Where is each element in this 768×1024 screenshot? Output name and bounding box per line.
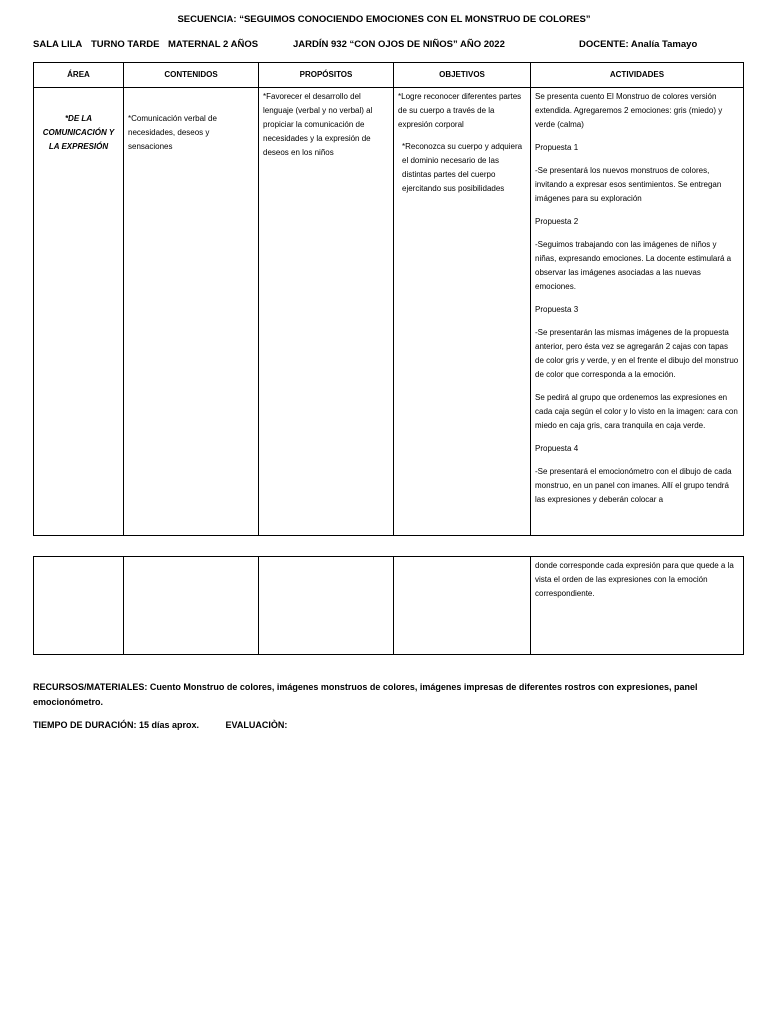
propuesta-4-title: Propuesta 4 [535,444,579,453]
propuesta-1-title: Propuesta 1 [535,143,579,152]
propuesta-3-text-2: Se pedirá al grupo que ordenemos las expresiones en cada caja según el color y lo visto en la imagen: cara con miedo en caja gris, cara tranquila en caja verde. [535,393,738,430]
planning-table-continued [33,556,744,655]
area-cell: *DE LA COMUNICACIÓN Y LA EXPRESIÓN [34,88,124,536]
planning-table [33,62,744,536]
propuesta-3-title: Propuesta 3 [535,305,579,314]
jardin-label: JARDÍN 932 “CON OJOS DE NIÑOS” AÑO 2022 [293,39,505,50]
document-title: SECUENCIA: “SEGUIMOS CONOCIENDO EMOCIONES CON EL MONSTRUO DE COLORES” [177,14,591,25]
duration-text: TIEMPO DE DURACIÓN: 15 días aprox. [33,720,200,730]
actividad-intro: Se presenta cuento El Monstruo de colores versión extendida. Agregaremos 2 emociones: gris (miedo) y verde (calma) [535,92,723,129]
duration-line [33,718,733,733]
propositos-cell: *Favorecer el desarrollo del lenguaje (verbal y no verbal) al propiciar la comunicación de necesidades y la expresión de deseos en los niños [259,88,394,536]
sala-label: SALA LILA [33,39,83,50]
objetivo-2: *Reconozca su cuerpo y adquiera el dominio necesario de las distintas partes del cuerpo ejercitando sus posibilidades [402,142,523,193]
empty-cell [124,557,259,655]
propuesta-2-title: Propuesta 2 [535,217,579,226]
column-header-propositos: PROPÓSITOS [259,63,394,88]
actividades-continued-cell: donde corresponde cada expresión para que quede a la vista el orden de las expresiones con la emoción correspondiente. [531,557,744,655]
column-header-objetivos: OBJETIVOS [394,63,531,88]
propuesta-2-text: -Seguimos trabajando con las imágenes de niños y niñas, expresando emociones. La docente estimulará a observar las imágenes asociadas a las nuevas emociones. [535,240,732,291]
column-header-actividades: ACTIVIDADES [531,63,744,88]
table-row [34,88,744,536]
objetivos-cell [394,88,531,536]
empty-cell [394,557,531,655]
empty-cell [34,557,124,655]
column-header-area: ÁREA [34,63,124,88]
maternal-label: MATERNAL 2 AÑOS [168,39,259,50]
objetivo-1: *Logre reconocer diferentes partes de su cuerpo a través de la expresión corporal [398,92,522,129]
contenidos-cell [124,88,259,536]
table-header-row [34,63,744,88]
propuesta-4-text: -Se presentará el emocionómetro con el dibujo de cada monstruo, en un panel con imanes. Allí el grupo tendrá las expresiones y deberán colocar a [535,467,732,504]
table-row [34,557,744,655]
empty-cell [259,557,394,655]
column-header-contenidos: CONTENIDOS [124,63,259,88]
contenidos-text: *Comunicación verbal de necesidades, deseos y sensaciones [128,114,217,151]
propuesta-3-text: -Se presentarán las mismas imágenes de la propuesta anterior, pero ésta vez se agregarán 2 cajas con tapas de color gris y verde, y en el frente el dibujo del monstruo de color que corresponda a la emoción. [535,328,739,379]
docente-label: DOCENTE: Analía Tamayo [579,39,698,50]
resources-text: RECURSOS/MATERIALES: Cuento Monstruo de colores, imágenes monstruos de colores, imágenes impresas de diferentes rostros con expresiones, panel emocionómetro. [33,682,698,707]
turno-label: TURNO TARDE [91,39,160,50]
actividades-cell [531,88,744,536]
propuesta-1-text: -Se presentará los nuevos monstruos de colores, invitando a expresar esos sentimientos. Se entregan imágenes para su exploración [535,166,722,203]
evaluation-label: EVALUACIÒN: [225,720,288,730]
